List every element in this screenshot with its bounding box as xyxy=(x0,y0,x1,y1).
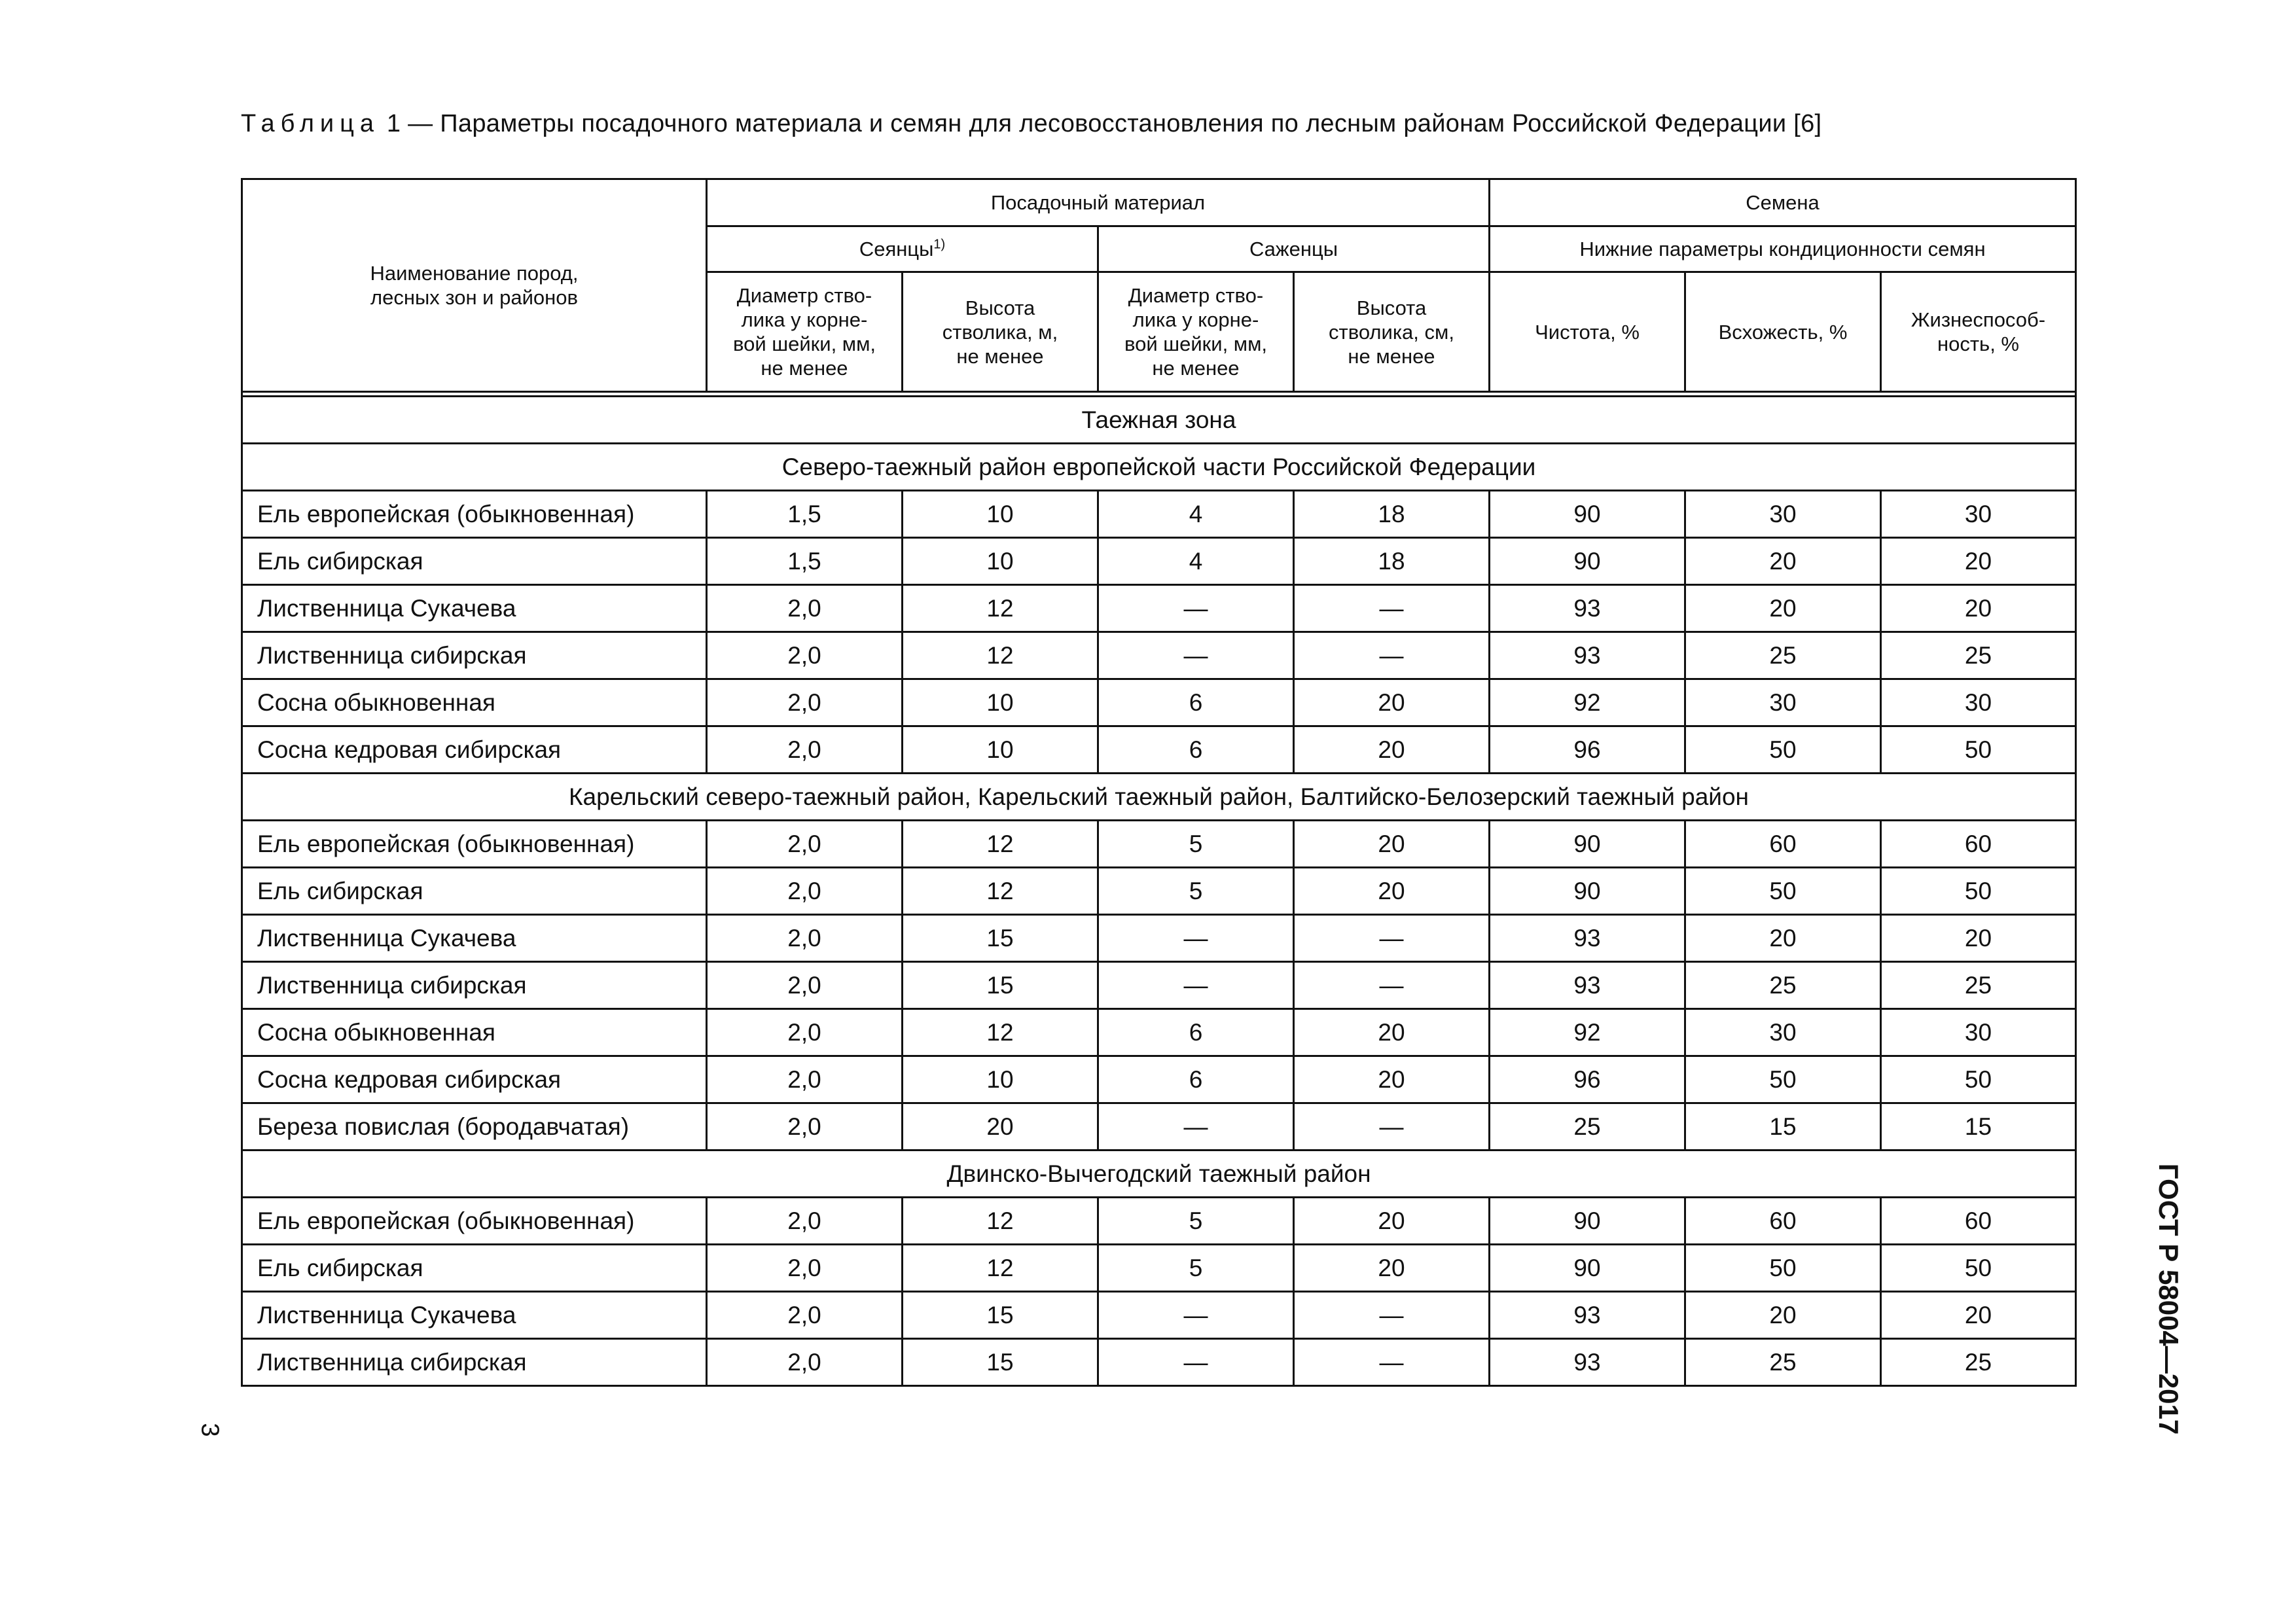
species-name-cell: Ель европейская (обыкновенная) xyxy=(242,1198,707,1245)
value-cell: — xyxy=(1098,1339,1294,1386)
value-cell: 50 xyxy=(1881,1056,2076,1103)
species-name-cell: Ель сибирская xyxy=(242,1245,707,1292)
value-cell: 60 xyxy=(1685,1198,1881,1245)
value-cell: 12 xyxy=(903,868,1098,915)
header-viability: Жизнеспособ- ность, % xyxy=(1881,272,2076,392)
value-cell: 90 xyxy=(1490,1198,1685,1245)
value-cell: 20 xyxy=(1685,915,1881,962)
value-cell: 25 xyxy=(1881,632,2076,679)
species-name-cell: Ель сибирская xyxy=(242,868,707,915)
value-cell: 50 xyxy=(1685,868,1881,915)
value-cell: 25 xyxy=(1685,1339,1881,1386)
value-cell: 93 xyxy=(1490,1292,1685,1339)
value-cell: 2,0 xyxy=(707,1103,903,1150)
caption-number: 1 xyxy=(386,110,401,137)
value-cell: 25 xyxy=(1685,962,1881,1009)
value-cell: 25 xyxy=(1685,632,1881,679)
value-cell: 2,0 xyxy=(707,632,903,679)
species-name-cell: Береза повислая (бородавчатая) xyxy=(242,1103,707,1150)
table-row xyxy=(242,726,2076,774)
value-cell: 5 xyxy=(1098,821,1294,868)
value-cell: 20 xyxy=(903,1103,1098,1150)
value-cell: 90 xyxy=(1490,821,1685,868)
value-cell: 6 xyxy=(1098,1009,1294,1056)
table-row xyxy=(242,679,2076,726)
header-sapling-height: Высота стволика, см, не менее xyxy=(1294,272,1490,392)
header-seedling-diameter: Диаметр ство- лика у корне- вой шейки, мм, не менее xyxy=(707,272,903,392)
species-name-cell: Ель европейская (обыкновенная) xyxy=(242,821,707,868)
value-cell: 60 xyxy=(1881,821,2076,868)
species-name-cell: Лиственница Сукачева xyxy=(242,585,707,632)
value-cell: — xyxy=(1098,915,1294,962)
value-cell: 15 xyxy=(903,915,1098,962)
value-cell: 20 xyxy=(1881,585,2076,632)
header-sapling-diameter: Диаметр ство- лика у корне- вой шейки, мм, не менее xyxy=(1098,272,1294,392)
value-cell: 30 xyxy=(1881,679,2076,726)
value-cell: 15 xyxy=(1881,1103,2076,1150)
table-row xyxy=(242,1009,2076,1056)
species-name-cell: Лиственница сибирская xyxy=(242,962,707,1009)
value-cell: 30 xyxy=(1881,491,2076,538)
value-cell: 93 xyxy=(1490,632,1685,679)
value-cell: 93 xyxy=(1490,915,1685,962)
header-seeds: Семена xyxy=(1490,179,2076,226)
value-cell: 2,0 xyxy=(707,915,903,962)
table-row xyxy=(242,1245,2076,1292)
header-name-column: Наименование пород, лесных зон и районов xyxy=(242,179,707,392)
page-number-text: 3 xyxy=(196,1423,224,1437)
species-name-cell: Сосна обыкновенная xyxy=(242,1009,707,1056)
table-row xyxy=(242,962,2076,1009)
header-seed-params: Нижние параметры кондиционности семян xyxy=(1490,226,2076,272)
table-row xyxy=(242,915,2076,962)
value-cell: 90 xyxy=(1490,538,1685,585)
value-cell: 1,5 xyxy=(707,538,903,585)
value-cell: 25 xyxy=(1490,1103,1685,1150)
species-name-cell: Ель европейская (обыкновенная) xyxy=(242,491,707,538)
value-cell: 12 xyxy=(903,632,1098,679)
header-seedlings-label: Сеянцы xyxy=(859,238,934,260)
value-cell: 30 xyxy=(1881,1009,2076,1056)
value-cell: 2,0 xyxy=(707,868,903,915)
value-cell: — xyxy=(1098,585,1294,632)
value-cell: 2,0 xyxy=(707,1292,903,1339)
value-cell: — xyxy=(1098,1292,1294,1339)
value-cell: 20 xyxy=(1294,1009,1490,1056)
header-seedlings xyxy=(707,226,1098,272)
species-name-cell: Сосна кедровая сибирская xyxy=(242,726,707,774)
table-row xyxy=(242,1292,2076,1339)
value-cell: 20 xyxy=(1294,821,1490,868)
value-cell: 20 xyxy=(1881,915,2076,962)
value-cell: 20 xyxy=(1294,726,1490,774)
value-cell: 4 xyxy=(1098,491,1294,538)
value-cell: — xyxy=(1294,1103,1490,1150)
species-name-cell: Лиственница сибирская xyxy=(242,1339,707,1386)
value-cell: 10 xyxy=(903,726,1098,774)
value-cell: 20 xyxy=(1294,1056,1490,1103)
value-cell: — xyxy=(1294,915,1490,962)
value-cell: 1,5 xyxy=(707,491,903,538)
value-cell: 12 xyxy=(903,585,1098,632)
value-cell: 12 xyxy=(903,1198,1098,1245)
value-cell: — xyxy=(1294,632,1490,679)
value-cell: 12 xyxy=(903,1245,1098,1292)
value-cell: 2,0 xyxy=(707,1339,903,1386)
value-cell: 50 xyxy=(1881,726,2076,774)
value-cell: 93 xyxy=(1490,962,1685,1009)
value-cell: 30 xyxy=(1685,491,1881,538)
value-cell: 92 xyxy=(1490,1009,1685,1056)
value-cell: 30 xyxy=(1685,679,1881,726)
value-cell: 2,0 xyxy=(707,1056,903,1103)
value-cell: 50 xyxy=(1881,1245,2076,1292)
value-cell: 30 xyxy=(1685,1009,1881,1056)
value-cell: 6 xyxy=(1098,1056,1294,1103)
value-cell: 25 xyxy=(1881,1339,2076,1386)
species-name-cell: Лиственница Сукачева xyxy=(242,1292,707,1339)
value-cell: — xyxy=(1294,1292,1490,1339)
value-cell: 20 xyxy=(1685,538,1881,585)
value-cell: 93 xyxy=(1490,1339,1685,1386)
value-cell: 2,0 xyxy=(707,1009,903,1056)
zone-title: Таежная зона xyxy=(242,397,2076,444)
value-cell: 15 xyxy=(903,962,1098,1009)
value-cell: 60 xyxy=(1685,821,1881,868)
value-cell: 50 xyxy=(1685,726,1881,774)
value-cell: 5 xyxy=(1098,868,1294,915)
table-row xyxy=(242,491,2076,538)
header-purity: Чистота, % xyxy=(1490,272,1685,392)
value-cell: 10 xyxy=(903,1056,1098,1103)
value-cell: — xyxy=(1098,632,1294,679)
value-cell: 5 xyxy=(1098,1245,1294,1292)
value-cell: 2,0 xyxy=(707,679,903,726)
value-cell: 15 xyxy=(903,1339,1098,1386)
value-cell: 6 xyxy=(1098,679,1294,726)
value-cell: 2,0 xyxy=(707,1198,903,1245)
value-cell: 20 xyxy=(1881,538,2076,585)
value-cell: 5 xyxy=(1098,1198,1294,1245)
value-cell: — xyxy=(1098,1103,1294,1150)
value-cell: 20 xyxy=(1294,1198,1490,1245)
table-row xyxy=(242,585,2076,632)
value-cell: 50 xyxy=(1685,1056,1881,1103)
table-row xyxy=(242,1339,2076,1386)
table-row xyxy=(242,868,2076,915)
section-title: Двинско-Вычегодский таежный район xyxy=(242,1150,2076,1198)
value-cell: — xyxy=(1098,962,1294,1009)
value-cell: 90 xyxy=(1490,491,1685,538)
table-caption xyxy=(241,110,1821,138)
table-row xyxy=(242,632,2076,679)
value-cell: 50 xyxy=(1685,1245,1881,1292)
value-cell: 60 xyxy=(1881,1198,2076,1245)
caption-label: Таблица xyxy=(241,110,380,137)
value-cell: 2,0 xyxy=(707,585,903,632)
page-number xyxy=(196,1414,223,1446)
table-row xyxy=(242,538,2076,585)
value-cell: 18 xyxy=(1294,491,1490,538)
species-name-cell: Лиственница Сукачева xyxy=(242,915,707,962)
value-cell: 96 xyxy=(1490,726,1685,774)
section-title: Карельский северо-таежный район, Карельский таежный район, Балтийско-Белозерский таежный район xyxy=(242,774,2076,821)
value-cell: 2,0 xyxy=(707,1245,903,1292)
value-cell: 10 xyxy=(903,491,1098,538)
value-cell: 25 xyxy=(1881,962,2076,1009)
value-cell: 2,0 xyxy=(707,821,903,868)
value-cell: 4 xyxy=(1098,538,1294,585)
value-cell: 20 xyxy=(1685,585,1881,632)
section-title: Северо-таежный район европейской части Российской Федерации xyxy=(242,444,2076,491)
header-planting-material: Посадочный материал xyxy=(707,179,1490,226)
species-name-cell: Лиственница сибирская xyxy=(242,632,707,679)
value-cell: 18 xyxy=(1294,538,1490,585)
species-name-cell: Ель сибирская xyxy=(242,538,707,585)
header-seedling-height: Высота стволика, м, не менее xyxy=(903,272,1098,392)
value-cell: 90 xyxy=(1490,1245,1685,1292)
value-cell: 6 xyxy=(1098,726,1294,774)
value-cell: 93 xyxy=(1490,585,1685,632)
value-cell: — xyxy=(1294,1339,1490,1386)
value-cell: 50 xyxy=(1881,868,2076,915)
value-cell: 10 xyxy=(903,679,1098,726)
header-saplings: Саженцы xyxy=(1098,226,1490,272)
value-cell: 20 xyxy=(1294,679,1490,726)
caption-text: — Параметры посадочного материала и семян для лесовосстановления по лесным районам Российской Федерации [6] xyxy=(401,110,1822,137)
footnote-mark: 1) xyxy=(933,237,946,252)
value-cell: 20 xyxy=(1294,1245,1490,1292)
value-cell: 20 xyxy=(1685,1292,1881,1339)
species-name-cell: Сосна обыкновенная xyxy=(242,679,707,726)
table-row xyxy=(242,1198,2076,1245)
value-cell: 2,0 xyxy=(707,726,903,774)
species-name-cell: Сосна кедровая сибирская xyxy=(242,1056,707,1103)
value-cell: 96 xyxy=(1490,1056,1685,1103)
value-cell: 10 xyxy=(903,538,1098,585)
table-row xyxy=(242,1103,2076,1150)
value-cell: — xyxy=(1294,585,1490,632)
value-cell: 12 xyxy=(903,821,1098,868)
value-cell: — xyxy=(1294,962,1490,1009)
value-cell: 90 xyxy=(1490,868,1685,915)
document-id-text: ГОСТ Р 58004—2017 xyxy=(2153,1163,2184,1435)
header-separator xyxy=(242,392,2076,397)
value-cell: 15 xyxy=(903,1292,1098,1339)
table-row xyxy=(242,1056,2076,1103)
value-cell: 92 xyxy=(1490,679,1685,726)
value-cell: 12 xyxy=(903,1009,1098,1056)
table-row xyxy=(242,821,2076,868)
value-cell: 15 xyxy=(1685,1103,1881,1150)
value-cell: 2,0 xyxy=(707,962,903,1009)
parameters-table xyxy=(241,178,2077,1387)
value-cell: 20 xyxy=(1294,868,1490,915)
value-cell: 20 xyxy=(1881,1292,2076,1339)
header-germination: Всхожесть, % xyxy=(1685,272,1881,392)
document-id xyxy=(2149,1162,2188,1436)
